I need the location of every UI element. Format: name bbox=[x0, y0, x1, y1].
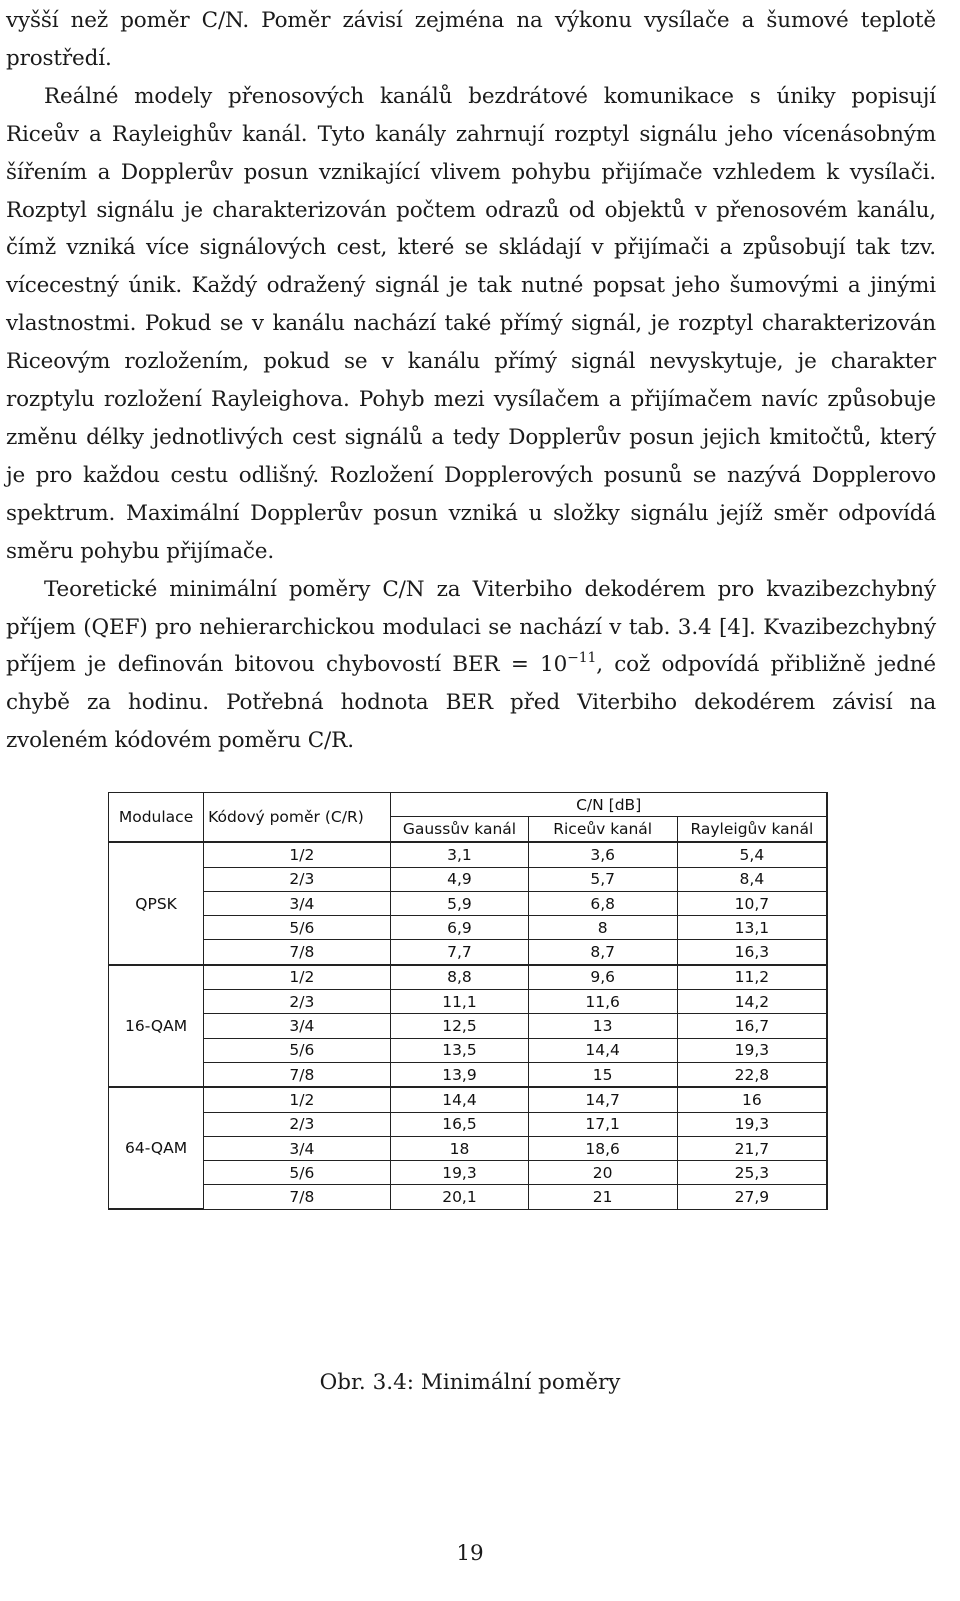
rice-value-cell: 6,8 bbox=[528, 891, 677, 915]
code-rate-cell: 7/8 bbox=[204, 940, 391, 965]
table-row bbox=[109, 842, 828, 867]
cn-ratio-table bbox=[108, 792, 828, 1210]
table-body bbox=[109, 842, 828, 1209]
rayleigh-value-cell: 14,2 bbox=[677, 990, 827, 1014]
rayleigh-value-cell: 21,7 bbox=[677, 1136, 827, 1160]
code-rate-cell: 2/3 bbox=[204, 867, 391, 891]
rayleigh-value-cell: 16,3 bbox=[677, 940, 827, 965]
rice-value-cell: 5,7 bbox=[528, 867, 677, 891]
rice-value-cell: 9,6 bbox=[528, 965, 677, 990]
rayleigh-value-cell: 11,2 bbox=[677, 965, 827, 990]
table-row bbox=[109, 1136, 828, 1160]
rice-value-cell: 18,6 bbox=[528, 1136, 677, 1160]
code-rate-cell: 1/2 bbox=[204, 1087, 391, 1112]
rice-value-cell: 3,6 bbox=[528, 842, 677, 867]
code-rate-cell: 2/3 bbox=[204, 990, 391, 1014]
rayleigh-value-cell: 8,4 bbox=[677, 867, 827, 891]
paragraph-channel-models: Reálné modely přenosových kanálů bezdrátové komunikace s úniky popisují Riceův a Rayleighův kanál. Tyto kanály zahrnují rozptyl signálu jeho vícenásobným šířením a Dopplerův posun vznikající vlivem pohybu přijímače vzhledem k vysílači. Rozptyl signálu je charakterizován počtem odrazů od objektů v přenosovém kanálu, čímž vzniká více signálových cest, které se skládají v přijímači a způsobují tak tzv. vícecestný únik. Každý odražený signál je tak nutné popsat jeho šumovými a jinými vlastnostmi. Pokud se v kanálu nachází také přímý signál, je rozptyl charakterizován Riceovým rozložením, pokud se v kanálu přímý signál nevyskytuje, je charakter rozptylu rozložení Rayleighova. Pohyb mezi vysílačem a přijímačem navíc způsobuje změnu délky jednotlivých cest signálů a tedy Dopplerův posun jejich kmitočtů, který je pro každou cestu odlišný. Rozložení Dopplerových posunů se nazývá Dopplerovo spektrum. Maximální Dopplerův posun vzniká u složky signálu jejíž směr odpovídá směru pohybu přijímače. bbox=[6, 83, 936, 564]
paragraph-text-after: , což odpovídá přibližně jedné chybě za hodinu. Potřebná hodnota BER před Viterbiho dekodérem závisí na zvoleném kódovém poměru C/R. bbox=[6, 652, 936, 754]
header-rice: Riceův kanál bbox=[528, 817, 677, 843]
table-row bbox=[109, 891, 828, 915]
rice-value-cell: 20 bbox=[528, 1161, 677, 1185]
code-rate-cell: 5/6 bbox=[204, 1038, 391, 1062]
table-row bbox=[109, 1062, 828, 1087]
table-row bbox=[109, 1014, 828, 1038]
table-row bbox=[109, 1112, 828, 1136]
page-number: 19 bbox=[456, 1541, 484, 1566]
rice-value-cell: 13 bbox=[528, 1014, 677, 1038]
rice-value-cell: 8,7 bbox=[528, 940, 677, 965]
rice-value-cell: 11,6 bbox=[528, 990, 677, 1014]
table-row bbox=[109, 867, 828, 891]
code-rate-cell: 7/8 bbox=[204, 1062, 391, 1087]
rayleigh-value-cell: 19,3 bbox=[677, 1038, 827, 1062]
rayleigh-value-cell: 25,3 bbox=[677, 1161, 827, 1185]
code-rate-cell: 5/6 bbox=[204, 916, 391, 940]
rayleigh-value-cell: 16,7 bbox=[677, 1014, 827, 1038]
gauss-value-cell: 16,5 bbox=[391, 1112, 528, 1136]
gauss-value-cell: 13,9 bbox=[391, 1062, 528, 1087]
gauss-value-cell: 18 bbox=[391, 1136, 528, 1160]
code-rate-cell: 3/4 bbox=[204, 1136, 391, 1160]
gauss-value-cell: 5,9 bbox=[391, 891, 528, 915]
modulation-cell: 16-QAM bbox=[109, 965, 204, 1087]
gauss-value-cell: 3,1 bbox=[391, 842, 528, 867]
paragraph-block-1 bbox=[6, 2, 936, 760]
header-cn-group: C/N [dB] bbox=[391, 793, 827, 817]
table-row bbox=[109, 990, 828, 1014]
rice-value-cell: 15 bbox=[528, 1062, 677, 1087]
rayleigh-value-cell: 13,1 bbox=[677, 916, 827, 940]
table-row bbox=[109, 916, 828, 940]
table-header-row bbox=[109, 793, 828, 817]
gauss-value-cell: 20,1 bbox=[391, 1185, 528, 1209]
modulation-cell: 64-QAM bbox=[109, 1087, 204, 1209]
table-row bbox=[109, 1087, 828, 1112]
gauss-value-cell: 14,4 bbox=[391, 1087, 528, 1112]
header-gauss: Gaussův kanál bbox=[391, 817, 528, 843]
paragraph-continued: vyšší než poměr C/N. Poměr závisí zejména na výkonu vysílače a šumové teplotě prostředí. bbox=[6, 8, 936, 71]
rice-value-cell: 14,7 bbox=[528, 1087, 677, 1112]
rayleigh-value-cell: 27,9 bbox=[677, 1185, 827, 1209]
rayleigh-value-cell: 16 bbox=[677, 1087, 827, 1112]
gauss-value-cell: 7,7 bbox=[391, 940, 528, 965]
code-rate-cell: 1/2 bbox=[204, 842, 391, 867]
gauss-value-cell: 13,5 bbox=[391, 1038, 528, 1062]
cn-ratio-table-wrapper bbox=[108, 792, 828, 1210]
header-rayleigh: Rayleigův kanál bbox=[677, 817, 827, 843]
code-rate-cell: 7/8 bbox=[204, 1185, 391, 1209]
gauss-value-cell: 8,8 bbox=[391, 965, 528, 990]
header-code-rate: Kódový poměr (C/R) bbox=[204, 793, 391, 843]
figure-caption: Obr. 3.4: Minimální poměry bbox=[319, 1370, 621, 1395]
table-row bbox=[109, 1185, 828, 1209]
paragraph-minimal-ratios bbox=[6, 571, 936, 761]
table-row bbox=[109, 1038, 828, 1062]
gauss-value-cell: 6,9 bbox=[391, 916, 528, 940]
gauss-value-cell: 4,9 bbox=[391, 867, 528, 891]
gauss-value-cell: 19,3 bbox=[391, 1161, 528, 1185]
rice-value-cell: 21 bbox=[528, 1185, 677, 1209]
paragraph-text-before: Teoretické minimální poměry C/N za Viterbiho dekodérem pro kvazibezchybný příjem (QEF) pro nehierarchickou modulaci se nachází v tab. 3.4 [4]. Kvazibezchybný příjem je definován bitovou chybovostí BER = 10 bbox=[6, 576, 936, 678]
modulation-cell: QPSK bbox=[109, 842, 204, 964]
rayleigh-value-cell: 10,7 bbox=[677, 891, 827, 915]
code-rate-cell: 1/2 bbox=[204, 965, 391, 990]
table-row bbox=[109, 965, 828, 990]
gauss-value-cell: 12,5 bbox=[391, 1014, 528, 1038]
code-rate-cell: 3/4 bbox=[204, 891, 391, 915]
code-rate-cell: 5/6 bbox=[204, 1161, 391, 1185]
gauss-value-cell: 11,1 bbox=[391, 990, 528, 1014]
code-rate-cell: 3/4 bbox=[204, 1014, 391, 1038]
table-row bbox=[109, 940, 828, 965]
rice-value-cell: 8 bbox=[528, 916, 677, 940]
rayleigh-value-cell: 19,3 bbox=[677, 1112, 827, 1136]
rice-value-cell: 14,4 bbox=[528, 1038, 677, 1062]
rice-value-cell: 17,1 bbox=[528, 1112, 677, 1136]
ber-exponent: −11 bbox=[567, 650, 597, 667]
code-rate-cell: 2/3 bbox=[204, 1112, 391, 1136]
rayleigh-value-cell: 5,4 bbox=[677, 842, 827, 867]
rayleigh-value-cell: 22,8 bbox=[677, 1062, 827, 1087]
table-row bbox=[109, 1161, 828, 1185]
header-modulation: Modulace bbox=[109, 793, 204, 843]
